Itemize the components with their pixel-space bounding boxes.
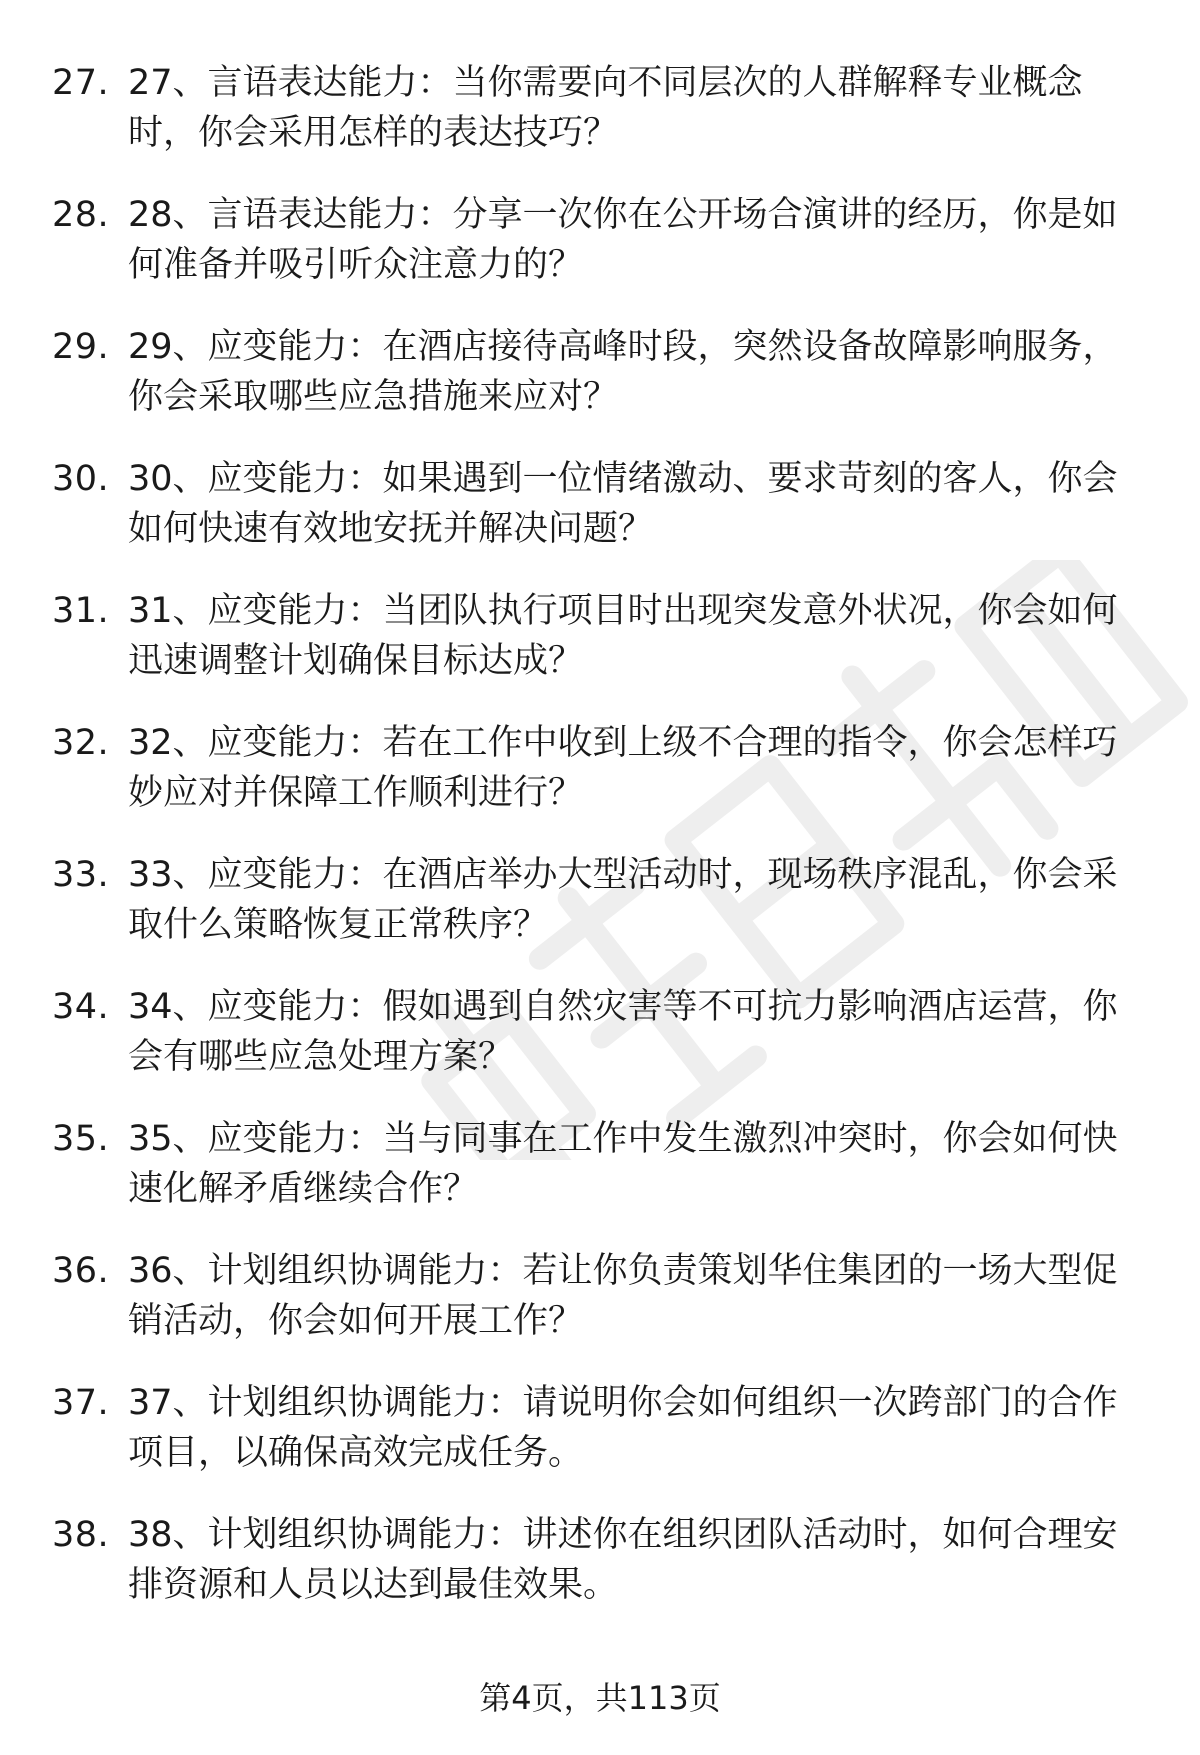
question-text: 37、计划组织协调能力：请说明你会如何组织一次跨部门的合作项目，以确保高效完成任务。 xyxy=(128,1383,1118,1473)
page-number: 第4页，共113页 xyxy=(479,1679,721,1717)
question-text: 28、言语表达能力：分享一次你在公开场合演讲的经历，你是如何准备并吸引听众注意力的？ xyxy=(128,195,1118,285)
question-text: 32、应变能力：若在工作中收到上级不合理的指令，你会怎样巧妙应对并保障工作顺利进行？ xyxy=(128,723,1118,813)
question-item xyxy=(52,586,1152,718)
question-text: 33、应变能力：在酒店举办大型活动时，现场秩序混乱，你会采取什么策略恢复正常秩序？ xyxy=(128,855,1118,945)
question-number: 38. xyxy=(52,1515,110,1555)
question-text: 30、应变能力：如果遇到一位情绪激动、要求苛刻的客人，你会如何快速有效地安抚并解决问题？ xyxy=(128,459,1118,549)
question-number: 35. xyxy=(52,1119,110,1159)
question-item xyxy=(52,1510,1152,1642)
question-text: 27、言语表达能力：当你需要向不同层次的人群解释专业概念时，你会采用怎样的表达技巧？ xyxy=(128,63,1083,153)
question-item xyxy=(52,1114,1152,1246)
question-item xyxy=(52,982,1152,1114)
question-item xyxy=(52,322,1152,454)
question-number: 29. xyxy=(52,327,110,367)
question-text: 34、应变能力：假如遇到自然灾害等不可抗力影响酒店运营，你会有哪些应急处理方案？ xyxy=(128,987,1118,1077)
question-item xyxy=(52,454,1152,586)
question-text: 36、计划组织协调能力：若让你负责策划华住集团的一场大型促销活动，你会如何开展工作？ xyxy=(128,1251,1118,1341)
question-number: 37. xyxy=(52,1383,110,1423)
question-number: 34. xyxy=(52,987,110,1027)
question-item xyxy=(52,718,1152,850)
question-text: 38、计划组织协调能力：讲述你在组织团队活动时，如何合理安排资源和人员以达到最佳效果。 xyxy=(128,1515,1118,1605)
question-text: 31、应变能力：当团队执行项目时出现突发意外状况，你会如何迅速调整计划确保目标达成？ xyxy=(128,591,1118,681)
question-number: 33. xyxy=(52,855,110,895)
question-number: 36. xyxy=(52,1251,110,1291)
question-number: 27. xyxy=(52,63,110,103)
question-item xyxy=(52,190,1152,322)
question-number: 31. xyxy=(52,591,110,631)
question-item xyxy=(52,850,1152,982)
question-number: 28. xyxy=(52,195,110,235)
question-item xyxy=(52,58,1152,190)
question-number: 30. xyxy=(52,459,110,499)
question-item xyxy=(52,1378,1152,1510)
question-list xyxy=(52,58,1152,1642)
question-text: 35、应变能力：当与同事在工作中发生激烈冲突时，你会如何快速化解矛盾继续合作？ xyxy=(128,1119,1118,1209)
question-item xyxy=(52,1246,1152,1378)
question-number: 32. xyxy=(52,723,110,763)
question-text: 29、应变能力：在酒店接待高峰时段，突然设备故障影响服务，你会采取哪些应急措施来应对？ xyxy=(128,327,1118,417)
